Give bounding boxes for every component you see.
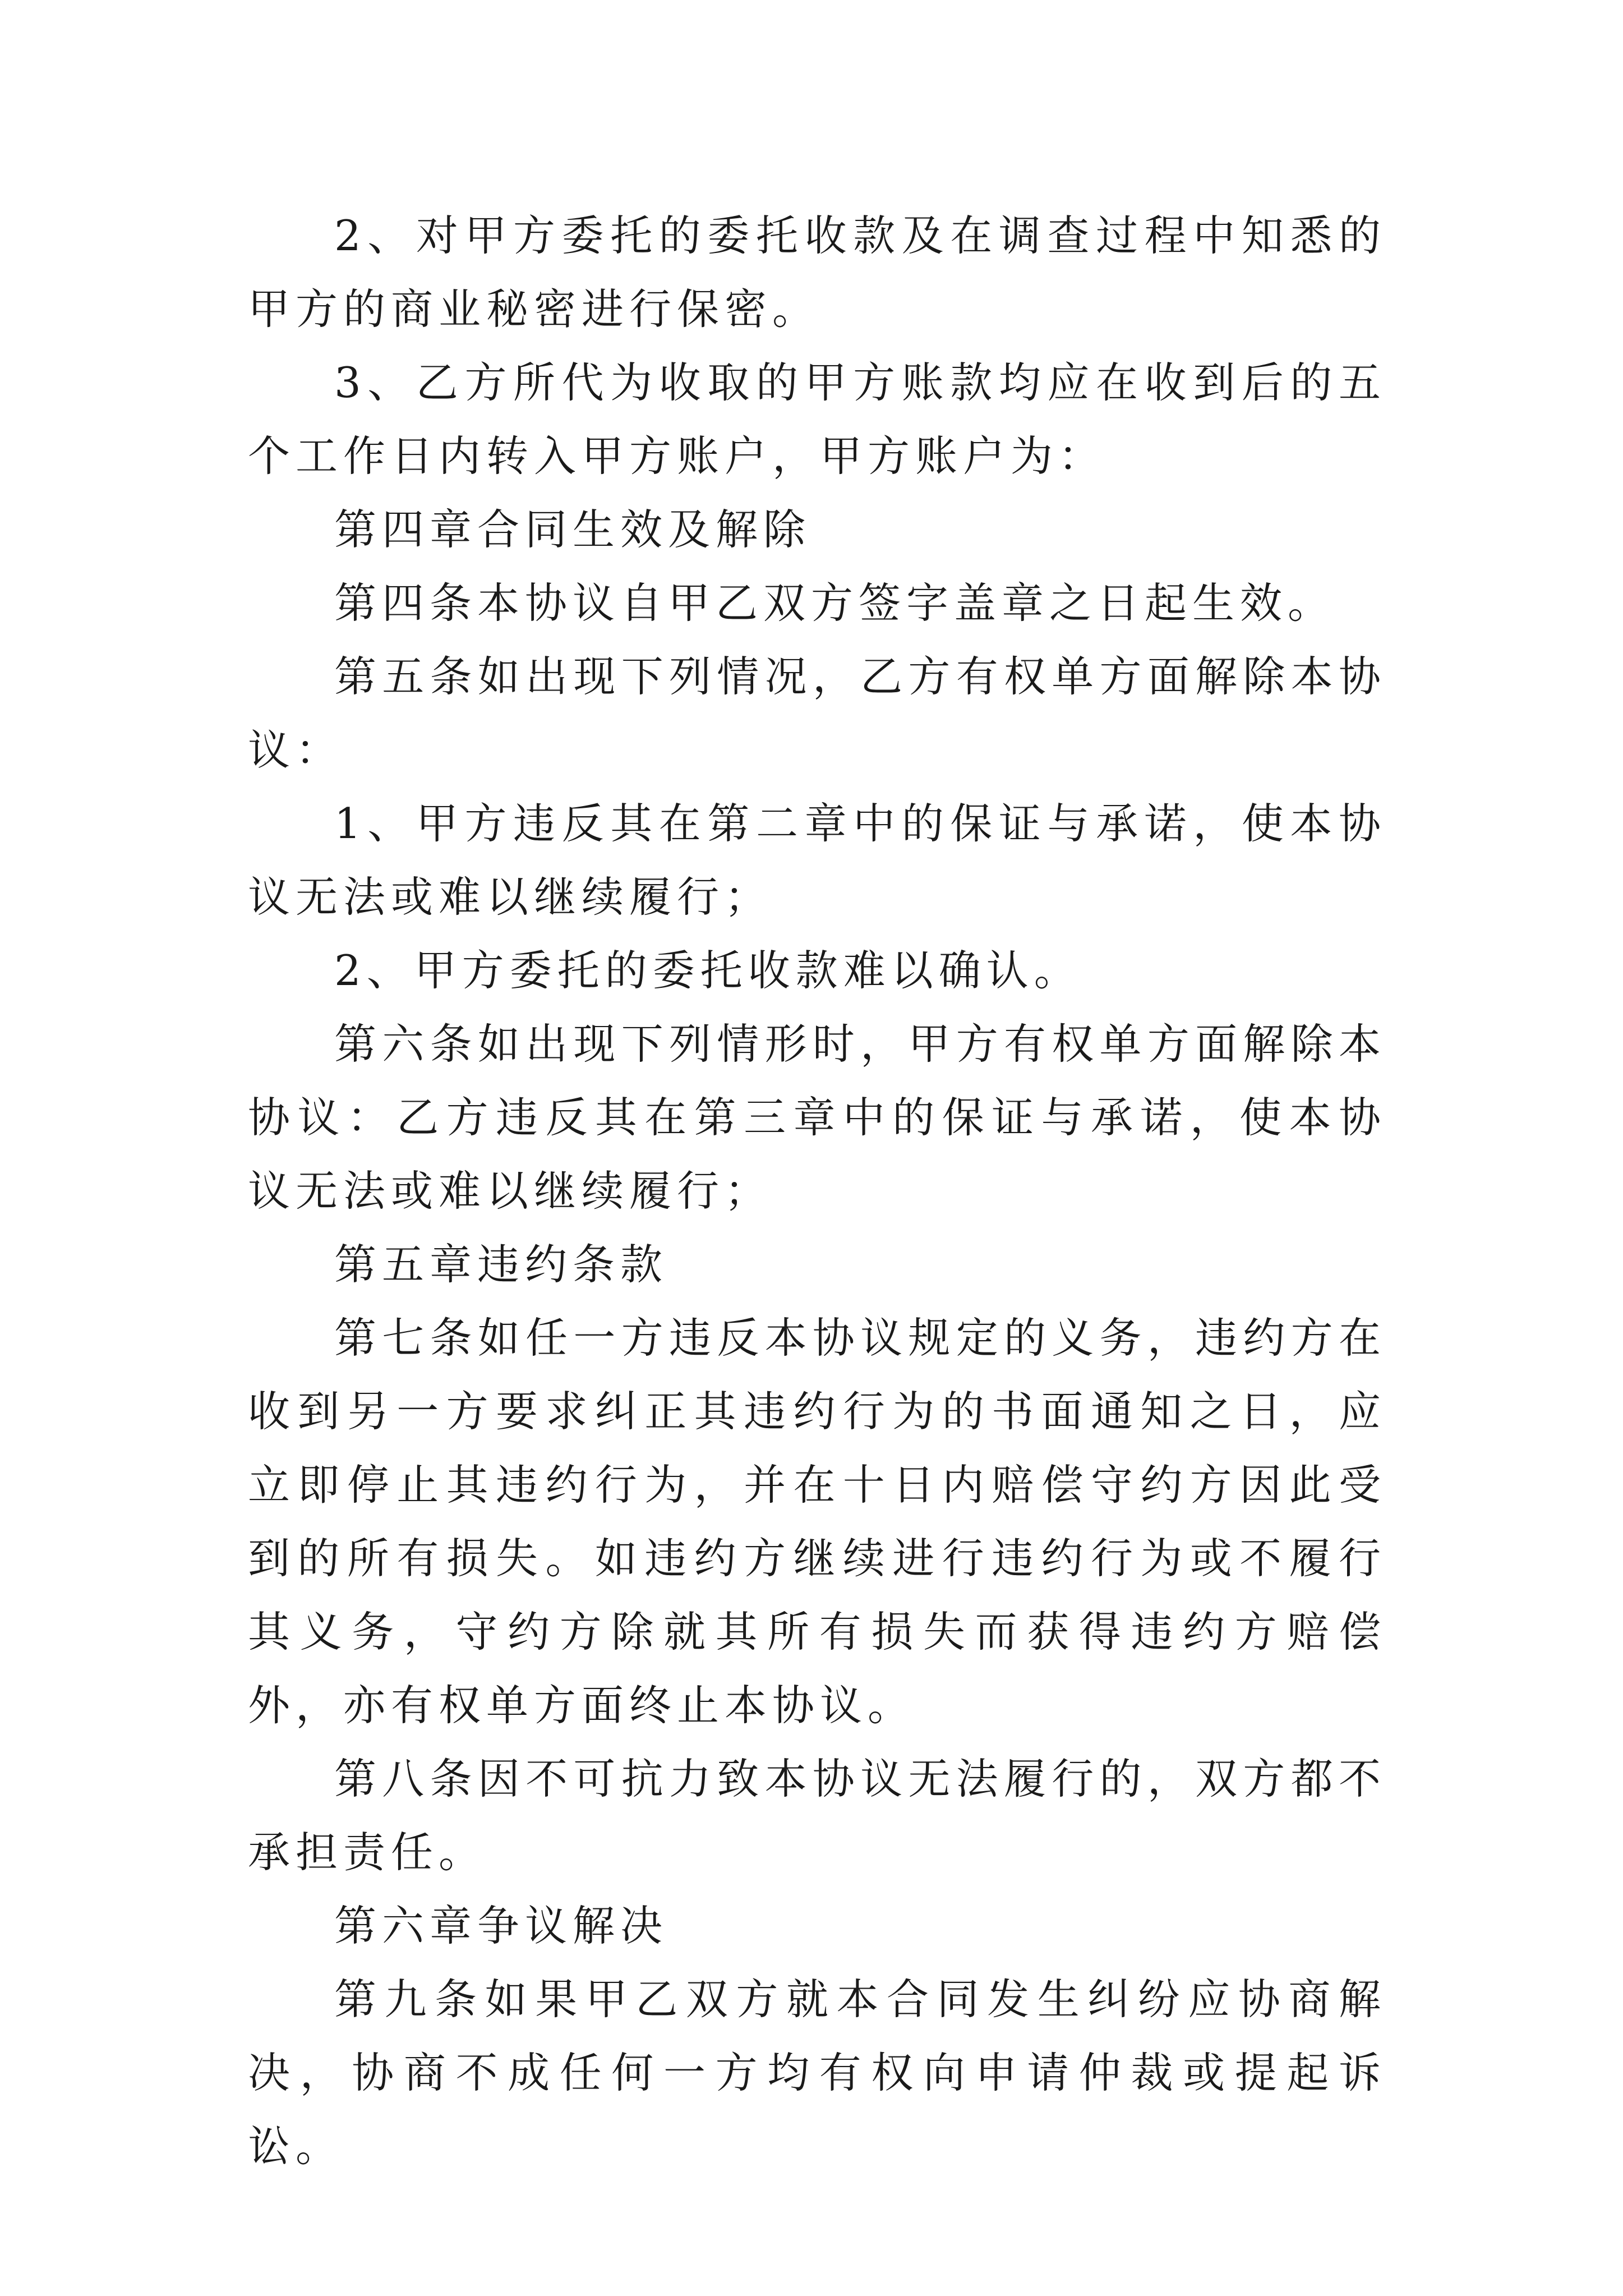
clause-3-item-2: 2、对甲方委托的委托收款及在调查过程中知悉的甲方的商业秘密进行保密。 <box>248 211 1386 334</box>
article-6: 第六条如出现下列情形时，甲方有权单方面解除本协议：乙方违反其在第三章中的保证与承诺，使本协议无法或难以继续履行； <box>248 1019 1386 1216</box>
article-5: 第五条如出现下列情况，乙方有权单方面解除本协议： <box>248 652 1386 775</box>
article-8: 第八条因不可抗力致本协议无法履行的，双方都不承担责任。 <box>248 1754 1386 1877</box>
chapter-4-heading: 第四章合同生效及解除 <box>334 505 811 554</box>
article-7: 第七条如任一方违反本协议规定的义务，违约方在收到另一方要求纠正其违约行为的书面通知之日，应立即停止其违约行为，并在十日内赔偿守约方因此受到的所有损失。如违约方继续进行违约行为或不履行其义务，守约方除就其所有损失而获得违约方赔偿外，亦有权单方面终止本协议。 <box>248 1313 1386 1730</box>
article-5-item-1: 1、甲方违反其在第二章中的保证与承诺，使本协议无法或难以继续履行； <box>248 799 1386 922</box>
article-4: 第四条本协议自甲乙双方签字盖章之日起生效。 <box>334 578 1336 628</box>
clause-3-item-3: 3、乙方所代为收取的甲方账款均应在收到后的五个工作日内转入甲方账户，甲方账户为： <box>248 358 1386 481</box>
article-9: 第九条如果甲乙双方就本合同发生纠纷应协商解决，协商不成任何一方均有权向申请仲裁或提起诉讼。 <box>248 1975 1386 2171</box>
chapter-6-heading: 第六章争议解决 <box>334 1901 668 1950</box>
document-body <box>248 199 1386 2183</box>
chapter-5-heading: 第五章违约条款 <box>334 1240 668 1289</box>
article-5-item-2: 2、甲方委托的委托收款难以确认。 <box>334 946 1082 995</box>
